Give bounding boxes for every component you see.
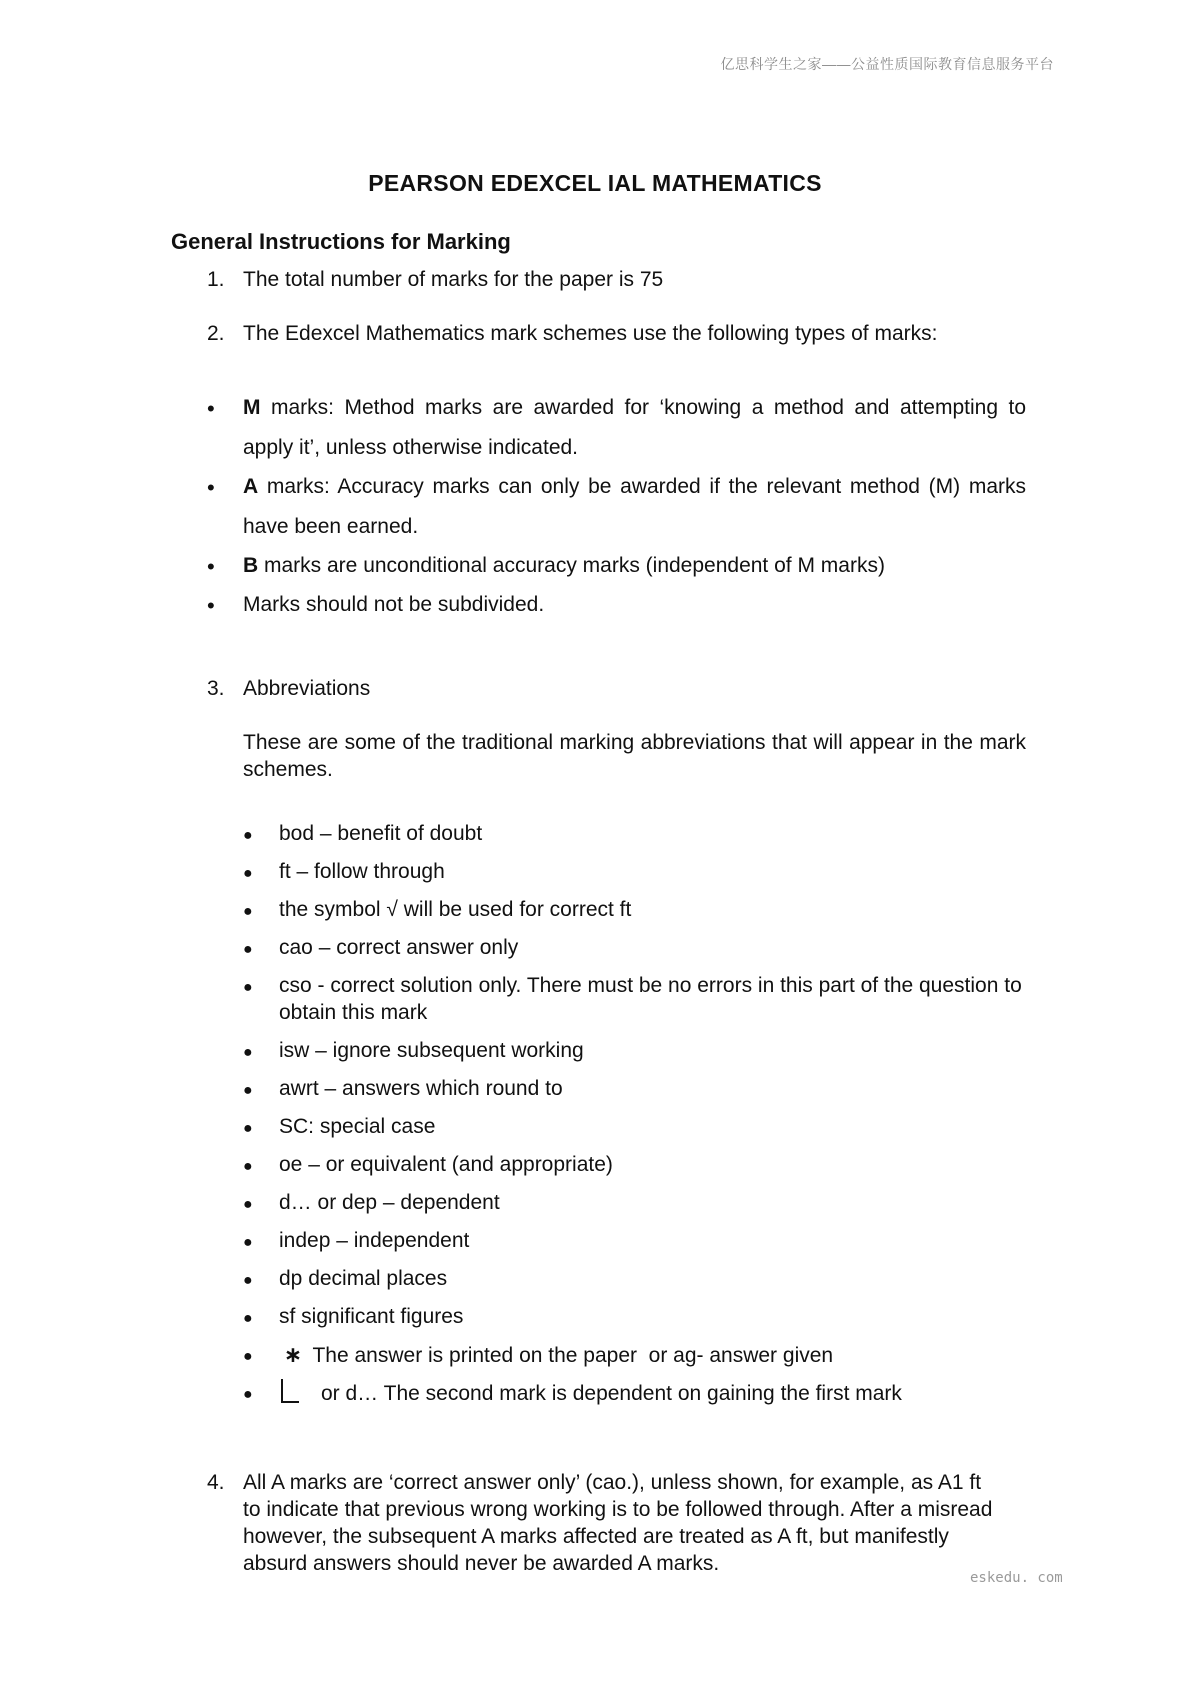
abbr-bod: bod – benefit of doubt <box>279 822 483 845</box>
bullet-icon: ● <box>243 1120 253 1137</box>
abbr-isw: isw – ignore subsequent working <box>279 1039 584 1062</box>
mark-type-subdivided: Marks should not be subdivided. <box>243 593 545 616</box>
bullet-icon: ● <box>243 827 253 844</box>
mark-type-b <box>243 546 1026 586</box>
mark-type-m <box>243 388 1026 468</box>
bullet-icon: • <box>207 396 215 421</box>
item-3-number: 3. <box>207 677 225 700</box>
bullet-icon: ● <box>243 865 253 882</box>
abbr-box <box>279 1379 1029 1407</box>
abbr-awrt: awrt – answers which round to <box>279 1077 563 1100</box>
page-title: PEARSON EDEXCEL IAL MATHEMATICS <box>368 170 822 196</box>
bullet-icon: ● <box>243 941 253 958</box>
item-3-title: Abbreviations <box>243 677 371 700</box>
bullet-icon: • <box>207 593 215 618</box>
bullet-icon: • <box>207 475 215 500</box>
abbr-ft: ft – follow through <box>279 860 445 883</box>
mark-type-a-text: marks: Accuracy marks can only be awarded if the relevant method (M) marks have been earned. <box>243 475 1026 538</box>
mark-type-a-label: A <box>243 475 259 498</box>
abbr-box-text: or d… The second mark is dependent on gaining the first mark <box>321 1382 902 1405</box>
item-3-intro: These are some of the traditional marking abbreviations that will appear in the mark schemes. <box>243 731 1026 781</box>
abbr-dp: dp decimal places <box>279 1267 448 1290</box>
bullet-icon: ● <box>243 1158 253 1175</box>
item-4-number: 4. <box>207 1471 225 1494</box>
mark-type-m-label: M <box>243 396 261 419</box>
mark-type-m-text: marks: Method marks are awarded for ‘knowing a method and attempting to apply it’, unless otherwise indicated. <box>243 396 1026 459</box>
header-note: 亿思科学生之家——公益性质国际教育信息服务平台 <box>720 56 1054 72</box>
section-heading: General Instructions for Marking <box>171 229 511 254</box>
abbr-sf: sf significant figures <box>279 1305 464 1328</box>
asterisk-icon: ∗ <box>283 1342 303 1367</box>
bullet-icon: ● <box>243 1196 253 1213</box>
bullet-icon: ● <box>243 979 253 996</box>
check-root-icon: √ <box>386 898 398 921</box>
dependency-box-icon <box>281 1379 299 1403</box>
item-1-text: The total number of marks for the paper is 75 <box>243 268 664 291</box>
mark-type-a <box>243 467 1026 547</box>
abbr-star <box>279 1341 1029 1369</box>
bullet-icon: ● <box>243 1272 253 1289</box>
bullet-icon: ● <box>243 1310 253 1327</box>
abbr-oe: oe – or equivalent (and appropriate) <box>279 1153 613 1176</box>
bullet-icon: • <box>207 554 215 579</box>
abbr-symbol-before: the symbol <box>279 898 387 921</box>
item-1-number: 1. <box>207 268 225 291</box>
bullet-icon: ● <box>243 1348 253 1365</box>
bullet-icon: ● <box>243 1234 253 1251</box>
abbr-dep: d… or dep – dependent <box>279 1191 500 1214</box>
abbr-cao: cao – correct answer only <box>279 936 519 959</box>
watermark: eskedu. com <box>970 1570 1063 1586</box>
abbr-symbol-after: will be used for correct ft <box>397 898 632 921</box>
abbr-symbol <box>279 896 1029 923</box>
item-4-text: All A marks are ‘correct answer only’ (cao.), unless shown, for example, as A1 ft to indicate that previous wrong working is to be followed through. After a misread however, the subsequent A marks affected are treated as A ft, but manifestly absurd answers should never be awarded A marks. <box>243 1471 993 1575</box>
abbr-star-text: The answer is printed on the paper or ag- answer given <box>312 1344 834 1367</box>
abbr-indep: indep – independent <box>279 1229 470 1252</box>
bullet-icon: ● <box>243 1044 253 1061</box>
bullet-icon: ● <box>243 1386 253 1403</box>
bullet-icon: ● <box>243 903 253 920</box>
bullet-icon: ● <box>243 1082 253 1099</box>
item-2-text: The Edexcel Mathematics mark schemes use the following types of marks: <box>243 322 938 345</box>
item-2-number: 2. <box>207 322 225 345</box>
mark-type-b-label: B <box>243 554 259 577</box>
mark-type-b-text: marks are unconditional accuracy marks (independent of M marks) <box>258 554 885 577</box>
abbr-sc: SC: special case <box>279 1115 436 1138</box>
abbr-cso: cso - correct solution only. There must be no errors in this part of the question to obtain this mark <box>279 974 1022 1024</box>
